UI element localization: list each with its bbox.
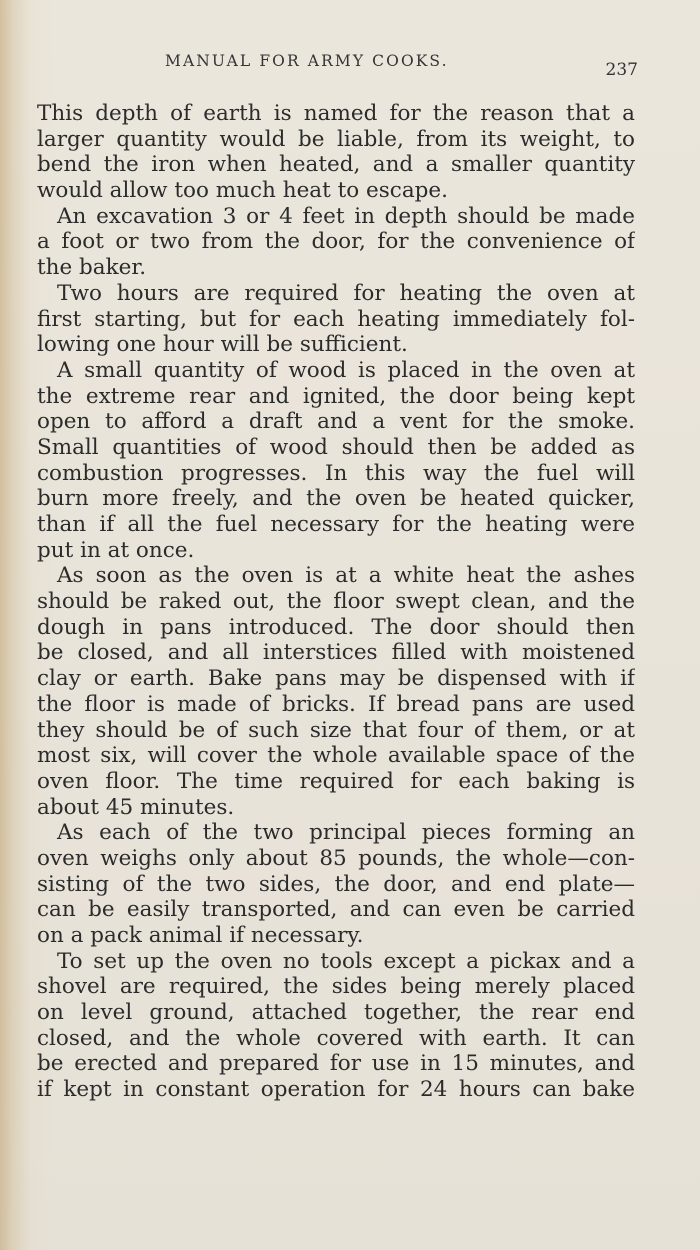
paragraph (37, 281, 635, 358)
text-line: Two hours are required for heating the oven at (57, 280, 635, 306)
text-line: the baker. (37, 255, 147, 281)
text-line: first starting, but for each heating immediately fol- (37, 306, 635, 332)
text-line: than if all the fuel necessary for the heating were (37, 512, 635, 537)
text-line: sisting of the two sides, the door, and end plate— (37, 871, 635, 897)
text-line: A small quantity of wood is placed in the oven at (57, 357, 635, 383)
text-line: the floor is made of bricks. If bread pans are used (37, 691, 635, 717)
text-line: This depth of earth is named for the reason that a (37, 101, 635, 126)
text-line: be closed, and all interstices filled with moistened (37, 640, 635, 666)
text-line: To set up the oven no tools except a pickax and a (57, 948, 635, 974)
text-line: oven weighs only about 85 pounds, the whole—con- (37, 845, 635, 871)
text-line: closed, and the whole covered with earth. It can (37, 1025, 635, 1051)
text-line: about 45 minutes. (37, 794, 235, 820)
paragraph (37, 820, 635, 948)
text-line: Small quantities of wood should then be added as (37, 434, 635, 460)
paragraph (37, 204, 635, 281)
text-line: bend the iron when heated, and a smaller quantity (37, 152, 635, 178)
text-line: oven floor. The time required for each baking is (37, 768, 635, 794)
text-line: be erected and prepared for use in 15 minutes, and (37, 1051, 635, 1077)
text-line: combustion progresses. In this way the fuel will (37, 460, 635, 486)
text-line: the extreme rear and ignited, the door being kept (37, 383, 635, 409)
text-line: As each of the two principal pieces forming an (57, 820, 635, 846)
text-line: on a pack animal if necessary. (37, 923, 364, 948)
text-line: should be raked out, the floor swept clean, and the (37, 589, 635, 615)
body-text (37, 101, 635, 1103)
text-line: As soon as the oven is at a white heat the ashes (57, 563, 635, 589)
running-title: MANUAL FOR ARMY COOKS. (165, 52, 449, 70)
text-line: would allow too much heat to escape. (37, 178, 448, 204)
text-line: shovel are required, the sides being merely placed (37, 974, 635, 1000)
paragraph (37, 101, 635, 204)
text-line: lowing one hour will be sufficient. (37, 332, 408, 358)
paragraph (37, 563, 635, 820)
text-line: clay or earth. Bake pans may be dispensed with if (37, 666, 635, 692)
text-line: burn more freely, and the oven be heated quicker, (37, 486, 635, 512)
text-line: open to afford a draft and a vent for the smoke. (37, 409, 635, 435)
page-number: 237 (605, 60, 638, 80)
text-line: larger quantity would be liable, from its weight, to (37, 126, 635, 152)
paragraph (37, 949, 635, 1103)
text-line: a foot or two from the door, for the convenience of (37, 229, 635, 255)
text-line: most six, will cover the whole available space of the (37, 743, 635, 769)
paragraph (37, 358, 635, 564)
text-line: can be easily transported, and can even be carried (37, 897, 635, 923)
text-line: they should be of such size that four of them, or at (37, 717, 635, 743)
text-line: put in at once. (37, 537, 195, 563)
text-line: on level ground, attached together, the rear end (37, 1000, 635, 1026)
text-line: An excavation 3 or 4 feet in depth should be made (57, 203, 635, 229)
running-head (0, 50, 700, 82)
text-line: dough in pans introduced. The door should then (37, 614, 635, 640)
text-line: if kept in constant operation for 24 hours can bake (37, 1077, 635, 1103)
